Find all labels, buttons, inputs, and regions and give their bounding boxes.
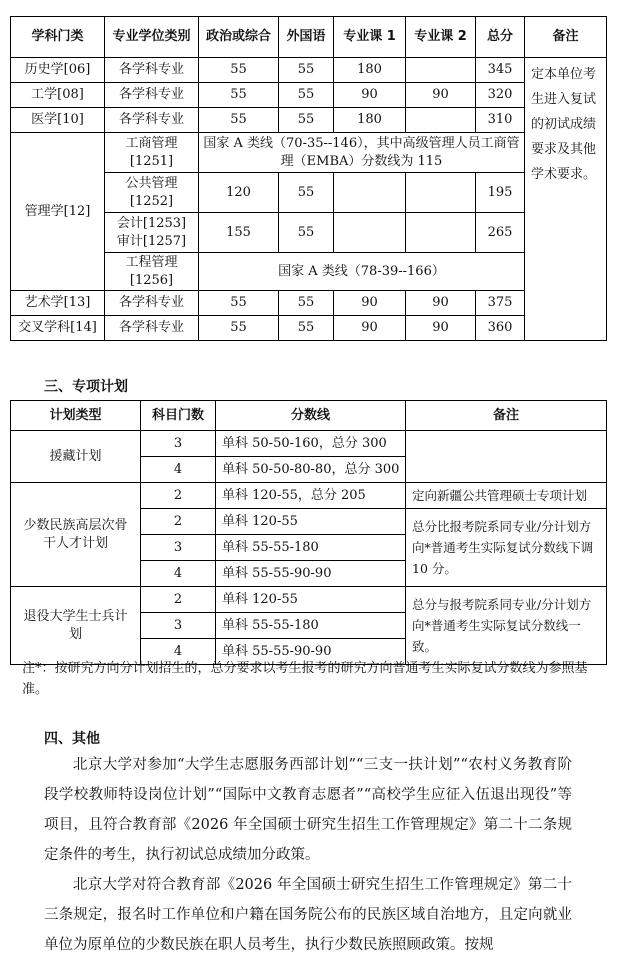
cell-course1: [334, 173, 406, 213]
cell-score: 单科 50-50-80-80，总分 300: [216, 457, 406, 483]
cell-discipline: 工学[08]: [11, 83, 105, 108]
cell-politics: 55: [199, 83, 279, 108]
cell-total: 310: [476, 108, 525, 133]
cell-count: 2: [141, 509, 216, 535]
cell-eng-line: 国家 A 类线（78-39--166）: [199, 253, 525, 291]
degree-code: 审计[1257]: [116, 233, 187, 249]
degree-name: 公共管理: [125, 175, 178, 191]
cell-note: 总分与报考院系同专业/分计划方向*普通考生实际复试分数线一致。: [406, 587, 607, 665]
degree-name: 会计[1253]: [116, 215, 187, 231]
cell-foreign: 55: [279, 291, 334, 316]
header-foreign: 外国语: [279, 17, 334, 58]
table-row: [11, 316, 607, 341]
cell-foreign: 55: [279, 213, 334, 253]
cell-total: 320: [476, 83, 525, 108]
cell-degree-acc: [105, 213, 199, 253]
cell-politics: 55: [199, 316, 279, 341]
cell-score: 单科 55-55-90-90: [216, 561, 406, 587]
cell-total: 265: [476, 213, 525, 253]
cell-count: 3: [141, 431, 216, 457]
cell-score: 单科 50-50-160，总分 300: [216, 431, 406, 457]
table-row: [11, 83, 607, 108]
cell-course2: [406, 108, 476, 133]
cell-note: 定向新疆公共管理硕士专项计划: [406, 483, 607, 509]
cell-foreign: 55: [279, 316, 334, 341]
section-heading-special-plans: 三、专项计划: [44, 379, 128, 395]
cell-course2: 90: [406, 316, 476, 341]
cell-count: 3: [141, 613, 216, 639]
header-score-line: 分数线: [216, 401, 406, 431]
cell-discipline-management: 管理学[12]: [11, 133, 105, 291]
cell-course2: [406, 173, 476, 213]
degree-code: [1252]: [129, 193, 174, 209]
cell-score: 单科 55-55-180: [216, 535, 406, 561]
cell-total: 195: [476, 173, 525, 213]
cell-count: 4: [141, 457, 216, 483]
cell-course1: 180: [334, 108, 406, 133]
degree-code: [1256]: [129, 272, 174, 288]
cell-politics: 55: [199, 58, 279, 83]
header-subject-count: 科目门数: [141, 401, 216, 431]
header-politics: 政治或综合: [199, 17, 279, 58]
paragraph-minority-policy: 北京大学对符合教育部《2026 年全国硕士研究生招生工作管理规定》第二十三条规定，报名时工作单位和户籍在国务院公布的民族区域自治地方，且定向就业单位为原单位的少数民族在职人员考生，执行少数民族照顾政策。按规: [44, 877, 572, 953]
cell-count: 2: [141, 587, 216, 613]
cell-course1: 90: [334, 291, 406, 316]
cell-mba-line: 国家 A 类线（70-35--146），其中高级管理人员工商管理（EMBA）分数线为 115: [199, 133, 525, 173]
cell-discipline: 医学[10]: [11, 108, 105, 133]
cell-foreign: 55: [279, 108, 334, 133]
cell-politics: 55: [199, 108, 279, 133]
cell-politics: 155: [199, 213, 279, 253]
cell-course1: 180: [334, 58, 406, 83]
cell-plan-type: 少数民族高层次骨干人才计划: [11, 483, 141, 587]
table-row: [11, 587, 607, 613]
cell-score: 单科 120-55: [216, 587, 406, 613]
cell-degree: 各学科专业: [105, 58, 199, 83]
header-note: 备注: [525, 17, 607, 58]
section-heading-others: 四、其他: [44, 731, 100, 747]
cell-count: 4: [141, 561, 216, 587]
cell-note: [406, 431, 607, 483]
note-cell: 定本单位考生进入复试的初试成绩要求及其他学术要求。: [525, 58, 607, 341]
cell-total: 375: [476, 291, 525, 316]
paragraph-bonus-policy: 北京大学对参加“大学生志愿服务西部计划”“三支一扶计划”“农村义务教育阶段学校教师特设岗位计划”“国际中文教育志愿者”“高校学生应征入伍退出现役”等项目，且符合教育部《2026 年全国硕士研究生招生工作管理规定》第二十二条规定条件的考生，执行初试总成绩加分政策。: [44, 757, 572, 863]
table-row: [11, 483, 607, 509]
cell-degree: 各学科专业: [105, 83, 199, 108]
table-row: [11, 431, 607, 457]
cell-degree-mba: [105, 133, 199, 173]
header-note: 备注: [406, 401, 607, 431]
cell-course1: [334, 213, 406, 253]
cell-discipline: 历史学[06]: [11, 58, 105, 83]
cell-foreign: 55: [279, 58, 334, 83]
cell-discipline: 艺术学[13]: [11, 291, 105, 316]
cell-count: 2: [141, 483, 216, 509]
cell-score: 单科 55-55-90-90: [216, 639, 406, 665]
cell-degree-eng: [105, 253, 199, 291]
cell-course2: [406, 58, 476, 83]
cell-foreign: 55: [279, 83, 334, 108]
cell-plan-type: 退役大学生士兵计划: [11, 587, 141, 665]
cell-course2: [406, 213, 476, 253]
cell-count: 3: [141, 535, 216, 561]
cell-total: 360: [476, 316, 525, 341]
degree-code: [1251]: [129, 153, 174, 169]
cell-score: 单科 120-55: [216, 509, 406, 535]
header-degree: 专业学位类别: [105, 17, 199, 58]
table-row: [11, 133, 607, 173]
header-plan-type: 计划类型: [11, 401, 141, 431]
cell-score: 单科 55-55-180: [216, 613, 406, 639]
header-total: 总分: [476, 17, 525, 58]
cell-note: 总分比报考院系同专业/分计划方向*普通考生实际复试分数线下调 10 分。: [406, 509, 607, 587]
cell-count: 4: [141, 639, 216, 665]
cell-course2: 90: [406, 291, 476, 316]
cell-degree-mpa: [105, 173, 199, 213]
cell-course1: 90: [334, 316, 406, 341]
degree-name: 工商管理: [125, 135, 178, 151]
cell-discipline: 交叉学科[14]: [11, 316, 105, 341]
cell-politics: 55: [199, 291, 279, 316]
cell-foreign: 55: [279, 173, 334, 213]
footnote: 注*：按研究方向分计划招生的，总分要求以考生报考的研究方向普通考生实际复试分数线为参照基准。: [22, 661, 588, 697]
cell-score: 单科 120-55，总分 205: [216, 483, 406, 509]
table-row: [11, 291, 607, 316]
table-row: [11, 58, 607, 83]
cell-politics: 120: [199, 173, 279, 213]
table-row: [11, 108, 607, 133]
cell-course1: 90: [334, 83, 406, 108]
cell-degree: 各学科专业: [105, 316, 199, 341]
cell-course2: 90: [406, 83, 476, 108]
degree-name: 工程管理: [125, 254, 178, 270]
header-course1: 专业课 1: [334, 17, 406, 58]
cell-plan-type: 援藏计划: [11, 431, 141, 483]
cell-total: 345: [476, 58, 525, 83]
score-table: [10, 16, 607, 341]
header-discipline: 学科门类: [11, 17, 105, 58]
cell-degree: 各学科专业: [105, 291, 199, 316]
table-header-row: [11, 17, 607, 58]
header-course2: 专业课 2: [406, 17, 476, 58]
cell-degree: 各学科专业: [105, 108, 199, 133]
table-header-row: [11, 401, 607, 431]
special-plan-table: [10, 400, 607, 665]
